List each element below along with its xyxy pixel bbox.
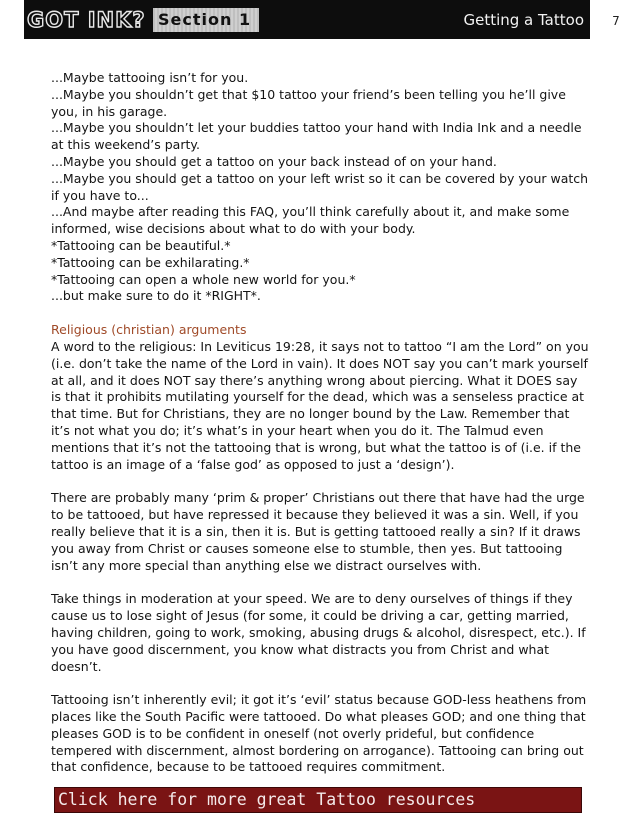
page-number: 7: [612, 14, 620, 28]
intro-line: *Tattooing can be beautiful.*: [51, 237, 231, 253]
intro-list: [51, 70, 591, 305]
intro-line: ...Maybe you shouldn’t get that $10 tattoo your friend’s been telling you he’ll give you, in his garage.: [51, 86, 566, 119]
tattoo-resources-link[interactable]: Click here for more great Tattoo resources: [54, 787, 582, 813]
intro-line: ...but make sure to do it *RIGHT*.: [51, 288, 261, 304]
intro-line: *Tattooing can open a whole new world for you.*: [51, 271, 356, 287]
intro-line: ...Maybe you should get a tattoo on your back instead of on your hand.: [51, 153, 497, 169]
logo: GOT INK?: [27, 8, 146, 32]
paragraph: A word to the religious: In Leviticus 19:28, it says not to tattoo “I am the Lord” on you (i.e. don’t take the name of the Lord in vain). It does NOT say you can’t mark yourself at all, and it does NOT say there’s anything wrong about piercing. What it DOES say is that it prohibits mutilating yourself for the dead, which was a senseless practice at that time. But for Christians, they are no longer bound by the Law. Remember that it’s not what you do; it’s what’s in your heart when you do it. The Talmud even mentions that it’s not the tattooing that is wrong, but what the tattoo is of (i.e. if the tattoo is an image of a ‘false god’ as opposed to just a ‘design’).: [51, 338, 589, 472]
intro-line: ...Maybe tattooing isn’t for you.: [51, 70, 249, 85]
section-label: Section 1: [153, 8, 259, 32]
paragraph: Take things in moderation at your speed. We are to deny ourselves of things if they cause us to lose sight of Jesus (for some, it could be driving a car, getting married, having children, going to work, smoking, abusing drugs & alcohol, disrespect, etc.). If you have good discernment, you know what distracts you from Christ and what doesn’t.: [51, 591, 586, 674]
section-heading: Religious (christian) arguments: [51, 322, 247, 338]
intro-line: ...Maybe you shouldn’t let your buddies tattoo your hand with India Ink and a needle at this weekend’s party.: [51, 120, 582, 153]
header-title: Getting a Tattoo: [463, 11, 584, 29]
intro-line: ...And maybe after reading this FAQ, you’ll think carefully about it, and make some informed, wise decisions about what to do with your body.: [51, 204, 570, 237]
page-content: [51, 70, 591, 776]
paragraph: There are probably many ‘prim & proper’ Christians out there that have had the urge to be tattooed, but have repressed it because they believed it was a sin. Well, if you really believe that it is a sin, then it is. But is getting tattooed really a sin? If it draws you away from Christ or causes someone else to stumble, then yes. But tattooing isn’t any more special than anything else we distract ourselves with.: [51, 490, 585, 573]
intro-line: *Tattooing can be exhilarating.*: [51, 254, 250, 270]
paragraph: Tattooing isn’t inherently evil; it got it’s ‘evil’ status because GOD-less heathens from places like the South Pacific were tattooed. Do what pleases GOD; and one thing that pleases GOD is to be confident in oneself (not overly prideful, but confidence tempered with discernment, almost bordering on arrogance). Tattooing can bring out that confidence, because to be tattooed requires commitment.: [51, 692, 587, 775]
intro-line: ...Maybe you should get a tattoo on your left wrist so it can be covered by your watch if you have to...: [51, 170, 589, 203]
